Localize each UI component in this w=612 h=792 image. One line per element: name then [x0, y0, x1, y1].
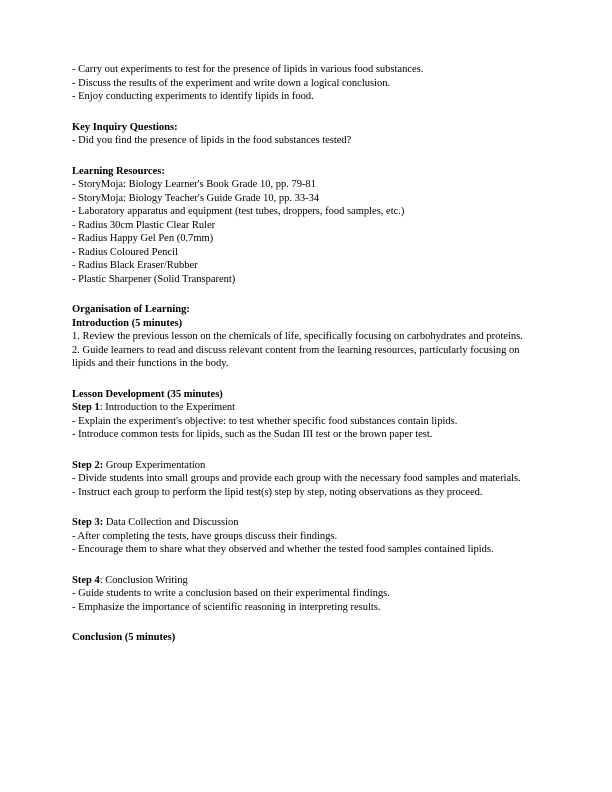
step-item: - Introduce common tests for lipids, such as the Sudan III test or the brown paper test.: [72, 429, 433, 440]
resource-item: - Radius Happy Gel Pen (0.7mm): [72, 233, 214, 244]
step-title-text: : Conclusion Writing: [99, 574, 188, 586]
introduction-paragraph: 1. Review the previous lesson on the chemicals of life, specifically focusing on carbohydrates and proteins.: [72, 331, 523, 342]
resource-item: - Laboratory apparatus and equipment (test tubes, droppers, food samples, etc.): [72, 206, 405, 217]
resource-item: - Radius Black Eraser/Rubber: [72, 260, 198, 271]
conclusion-heading: Conclusion (5 minutes): [72, 632, 176, 643]
resource-item: - Radius 30cm Plastic Clear Ruler: [72, 219, 216, 231]
step-item: - Divide students into small groups and provide each group with the necessary food samples and materials.: [72, 473, 521, 484]
step-title: [72, 401, 540, 415]
step-item: - Emphasize the importance of scientific reasoning in interpreting results.: [72, 601, 381, 613]
organisation-heading: Organisation of Learning:: [72, 304, 190, 315]
step-item: - Guide students to write a conclusion based on their experimental findings.: [72, 588, 390, 599]
resource-item: - Radius Coloured Pencil: [72, 246, 178, 258]
step-title: [72, 459, 540, 473]
step-item: - Instruct each group to perform the lipid test(s) step by step, noting observations as they proceed.: [72, 486, 483, 498]
step-title: [72, 574, 540, 588]
step-item: - Encourage them to share what they observed and whether the tested food samples contained lipids.: [72, 544, 494, 555]
step-label: Step 4: [72, 574, 100, 586]
lesson-development-heading: Lesson Development (35 minutes): [72, 388, 223, 400]
step-item: - Explain the experiment's objective: to test whether specific food substances contain lipids.: [72, 415, 458, 427]
learning-resources-heading: Learning Resources:: [72, 165, 165, 177]
objective-item: - Enjoy conducting experiments to identify lipids in food.: [72, 91, 314, 102]
objective-item: - Carry out experiments to test for the presence of lipids in various food substances.: [72, 64, 424, 75]
step-title-text: Group Experimentation: [103, 459, 206, 471]
resource-item: - StoryMoja: Biology Learner's Book Grade 10, pp. 79-81: [72, 179, 316, 190]
introduction-paragraph: 2. Guide learners to read and discuss relevant content from the learning resources, particularly focusing on lipids and their functions in the body.: [72, 344, 520, 369]
step-label: Step 2:: [72, 459, 104, 471]
step-label: Step 3:: [72, 517, 104, 528]
step-title: [72, 516, 540, 530]
step-label: Step 1: [72, 402, 100, 413]
resource-item: - StoryMoja: Biology Teacher's Guide Grade 10, pp. 33-34: [72, 192, 320, 204]
step-title-text: Data Collection and Discussion: [103, 517, 239, 528]
step-title-text: : Introduction to the Experiment: [99, 402, 236, 413]
key-inquiry-item: - Did you find the presence of lipids in the food substances tested?: [72, 135, 352, 146]
resource-item: - Plastic Sharpener (Solid Transparent): [72, 273, 236, 285]
key-inquiry-heading: Key Inquiry Questions:: [72, 121, 178, 133]
step-item: - After completing the tests, have groups discuss their findings.: [72, 530, 338, 542]
introduction-heading: Introduction (5 minutes): [72, 317, 183, 329]
objective-item: - Discuss the results of the experiment and write down a logical conclusion.: [72, 77, 391, 89]
